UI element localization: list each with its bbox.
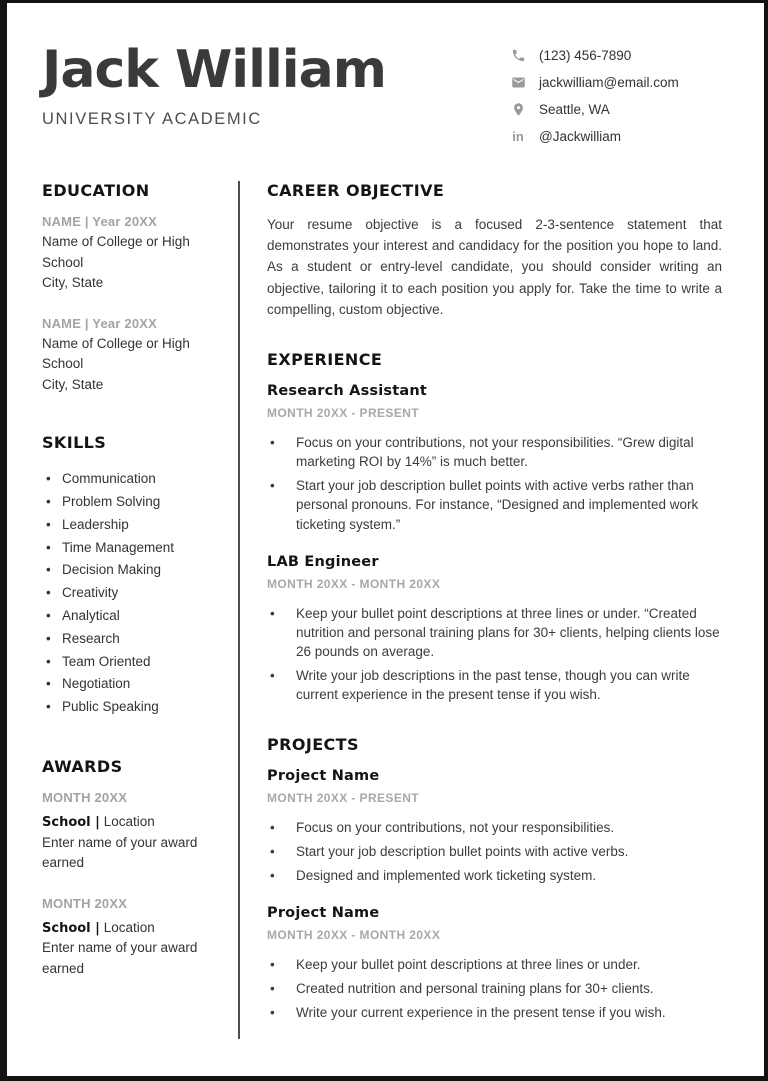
sidebar: [42, 181, 240, 1039]
skill-item: • Time Management: [46, 537, 222, 560]
education-school: Name of College or High School: [42, 234, 190, 270]
project-bullet-list: [267, 955, 722, 1022]
skill-item: • Research: [46, 628, 222, 651]
skills-list: [42, 468, 222, 719]
award-location: Location: [103, 919, 155, 935]
main-column: [240, 181, 764, 1039]
job-bullet: • Keep your bullet point descriptions at three lines or under. “Created nutrition and personal training plans for 30+ clients, helping clients lose 26 pounds on average.: [267, 604, 722, 661]
contact-phone: [510, 47, 726, 63]
career-objective-text: Your resume objective is a focused 2-3-sentence statement that demonstrates your interest and candidacy for the position you hope to land. As a student or entry-level candidate, you should consider writing an objective, tailoring it to each position you apply for. Take the time to write a compelling, custom objective.: [267, 217, 722, 317]
skill-item: • Public Speaking: [46, 696, 222, 719]
award-description: Enter name of your award earned: [42, 940, 198, 976]
award-school: School |: [42, 920, 100, 936]
award-date: MONTH 20XX: [42, 790, 128, 806]
award-location: Location: [103, 814, 155, 830]
email-address: jackwilliam@email.com: [539, 74, 679, 90]
header: [7, 3, 764, 155]
identity-block: [42, 40, 386, 129]
location-text: Seattle, WA: [539, 101, 610, 117]
education-city: City, State: [42, 376, 104, 392]
education-entry: [42, 316, 222, 396]
project-title: Project Name: [267, 904, 380, 921]
skill-item: • Team Oriented: [46, 651, 222, 674]
skill-item: • Analytical: [46, 605, 222, 628]
experience-job: [267, 554, 722, 705]
job-dates: MONTH 20XX - MONTH 20XX: [267, 576, 441, 591]
project-bullet: • Created nutrition and personal training plans for 30+ clients.: [267, 979, 722, 998]
project-bullet: • Keep your bullet point descriptions at three lines or under.: [267, 955, 722, 974]
project-bullet: • Start your job description bullet points with active verbs.: [267, 842, 722, 861]
award-entry: [42, 896, 222, 980]
education-heading: EDUCATION: [42, 181, 150, 200]
person-title: UNIVERSITY ACADEMIC: [42, 109, 262, 128]
awards-heading: AWARDS: [42, 757, 123, 777]
projects-section: [267, 735, 722, 1023]
project-bullet-list: [267, 818, 722, 885]
contact-email: [510, 74, 726, 90]
projects-heading: PROJECTS: [267, 734, 359, 754]
skill-item: • Creativity: [46, 582, 222, 605]
job-title: LAB Engineer: [267, 553, 379, 570]
project-entry: [267, 905, 722, 1022]
career-objective-heading: CAREER OBJECTIVE: [267, 181, 445, 200]
skill-item: • Negotiation: [46, 673, 222, 696]
skills-section: [42, 433, 222, 719]
job-title: Research Assistant: [267, 382, 428, 399]
award-entry: [42, 790, 222, 874]
education-entry: [42, 214, 222, 294]
phone-number: (123) 456-7890: [539, 47, 632, 63]
award-description: Enter name of your award earned: [42, 834, 198, 871]
skill-item: • Communication: [46, 468, 222, 491]
education-meta: NAME | Year 20XX: [42, 214, 157, 229]
experience-job: [267, 383, 722, 534]
linkedin-icon: in: [512, 128, 524, 144]
contact-block: [510, 47, 726, 155]
project-title: Project Name: [267, 767, 380, 784]
experience-heading: EXPERIENCE: [267, 349, 383, 369]
contact-location: [510, 101, 726, 117]
skill-item: • Problem Solving: [46, 491, 222, 514]
email-icon: [510, 74, 526, 90]
education-meta: NAME | Year 20XX: [42, 315, 157, 331]
job-bullet-list: [267, 433, 722, 534]
career-objective-section: [267, 181, 722, 320]
job-dates: MONTH 20XX - PRESENT: [267, 405, 420, 420]
phone-icon: [510, 47, 526, 63]
award-school-line: [42, 812, 222, 833]
content-columns: [7, 181, 764, 1039]
skill-item: • Leadership: [46, 514, 222, 537]
project-bullet: • Designed and implemented work ticketing system.: [267, 866, 722, 885]
job-bullet: • Focus on your contributions, not your responsibilities. “Grew digital marketing ROI by 14%” is much better.: [267, 433, 722, 471]
person-name: Jack William: [42, 40, 386, 100]
education-section: [42, 181, 222, 395]
job-bullet: • Write your job descriptions in the past tense, though you can write current experience in the present tense if you wish.: [267, 666, 722, 704]
skills-heading: SKILLS: [42, 433, 107, 453]
award-school-line: [42, 918, 222, 939]
location-icon: [510, 101, 526, 117]
project-dates: MONTH 20XX - MONTH 20XX: [267, 927, 441, 942]
award-school: School |: [42, 815, 100, 831]
project-dates: MONTH 20XX - PRESENT: [267, 790, 420, 805]
job-bullet: • Start your job description bullet points with active verbs rather than personal pronouns. For instance, “Designed and implemented work ticketing system.”: [267, 476, 722, 533]
education-city: City, State: [42, 275, 104, 291]
project-bullet: • Write your current experience in the present tense if you wish.: [267, 1003, 722, 1022]
education-school: Name of College or High School: [42, 335, 190, 372]
linkedin-handle: @Jackwilliam: [539, 128, 621, 144]
award-date: MONTH 20XX: [42, 895, 128, 911]
contact-linkedin: [510, 128, 726, 144]
project-bullet: • Focus on your contributions, not your responsibilities.: [267, 818, 722, 837]
job-bullet-list: [267, 604, 722, 705]
project-entry: [267, 768, 722, 885]
awards-section: [42, 757, 222, 979]
experience-section: [267, 350, 722, 705]
skill-item: • Decision Making: [46, 559, 222, 582]
